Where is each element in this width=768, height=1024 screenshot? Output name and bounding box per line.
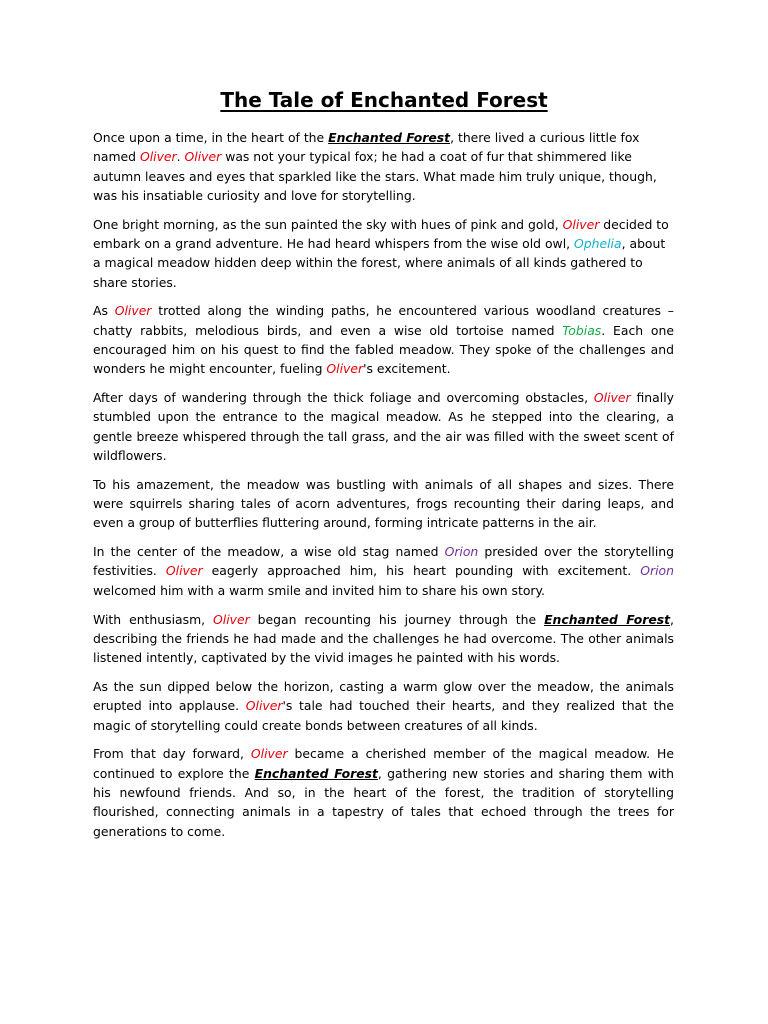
place-name: Enchanted Forest [328, 130, 451, 145]
paragraph-text: , describing the friends he had made and the challenges he had overcome. The other animals listened intently, captivated by the vivid images he painted with his words. [93, 611, 674, 666]
story-paragraph [93, 610, 674, 668]
character-name-oliver: Oliver [114, 303, 152, 319]
paragraph-text: welcomed him with a warm smile and invited him to share his own story. [93, 582, 545, 598]
paragraph-text: To his amazement, the meadow was bustling with animals of all shapes and sizes. There were squirrels sharing tales of acorn adventures, frogs recounting their daring leaps, and even a group of butterflies fluttering around, forming intricate patterns in the air. [93, 476, 674, 531]
paragraph-text: , there lived a curious little fox named [93, 130, 640, 165]
paragraph-text: In the center of the meadow, a wise old stag named [93, 544, 445, 560]
story-paragraph [93, 542, 674, 600]
paragraph-text: became a cherished member of the magical meadow. He continued to explore the [93, 746, 674, 781]
paragraph-text: finally stumbled upon the entrance to the magical meadow. As he stepped into the clearing, a gentle breeze whispered through the tall grass, and the air was filled with the sweet scent of wildflowers. [93, 390, 674, 463]
paragraph-text: From that day forward, [93, 746, 251, 762]
character-name-oliver: Oliver [250, 746, 288, 762]
character-name-oliver: Oliver [184, 149, 222, 165]
paragraph-text: 's excitement. [363, 361, 451, 377]
character-name-oliver: Oliver [139, 149, 177, 165]
paragraph-text: trotted along the winding paths, he encountered various woodland creatures – chatty rabbits, melodious birds, and even a wise old tortoise named [93, 303, 674, 338]
paragraph-text: , about a magical meadow hidden deep within the forest, where animals of all kinds gathered to share stories. [93, 235, 666, 290]
character-name-tobias: Tobias [562, 322, 602, 338]
paragraph-text: As the sun dipped below the horizon, casting a warm glow over the meadow, the animals erupted into applause. [93, 678, 674, 714]
story-paragraph [93, 301, 674, 378]
character-name-oliver: Oliver [593, 390, 631, 406]
story-paragraph [93, 128, 674, 205]
story-paragraph [93, 744, 674, 840]
paragraph-text: With enthusiasm, [93, 611, 214, 627]
story-paragraph [93, 388, 674, 465]
paragraph-text: . [176, 149, 185, 165]
story-paragraph [93, 677, 674, 735]
document-title: The Tale of Enchanted Forest [220, 88, 548, 112]
paragraph-text: 's tale had touched their hearts, and they realized that the magic of storytelling could create bonds between creatures of all kinds. [93, 698, 674, 733]
paragraph-text: eagerly approached him, his heart pounding with excitement. [202, 563, 641, 579]
character-name-oliver: Oliver [245, 698, 283, 714]
character-name-oliver: Oliver [213, 611, 250, 627]
story-paragraph [93, 215, 674, 292]
story-body [93, 128, 674, 850]
character-name-oliver: Oliver [562, 216, 600, 232]
paragraph-text: was not your typical fox; he had a coat of fur that shimmered like autumn leaves and eyes that sparkled like the stars. What made him truly unique, though, was his insatiable curiosity and love for storytelling. [93, 149, 657, 203]
paragraph-text: . Each one encouraged him on his quest to find the fabled meadow. They spoke of the challenges and wonders he might encounter, fueling [93, 322, 674, 377]
paragraph-text: One bright morning, as the sun painted the sky with hues of pink and gold, [93, 216, 563, 232]
character-name-ophelia: Ophelia [574, 235, 622, 251]
character-name-orion: Orion [444, 544, 479, 560]
place-name: Enchanted Forest [544, 611, 671, 627]
character-name-oliver: Oliver [326, 361, 364, 377]
paragraph-text: Once upon a time, in the heart of the [93, 130, 329, 145]
paragraph-text: , gathering new stories and sharing them with his newfound friends. And so, in the heart of the forest, the tradition of storytelling flourished, connecting animals in a tapestry of tales that echoed through the trees for generations to come. [93, 765, 674, 839]
place-name: Enchanted Forest [254, 765, 378, 781]
paragraph-text: decided to embark on a grand adventure. He had heard whispers from the wise old owl, [93, 216, 669, 251]
paragraph-text: presided over the storytelling festivities. [93, 544, 674, 579]
paragraph-text: began recounting his journey through the [249, 611, 545, 627]
paragraph-text: After days of wandering through the thick foliage and overcoming obstacles, [93, 390, 594, 406]
character-name-orion: Orion [640, 563, 674, 579]
paragraph-text: As [93, 303, 115, 319]
story-paragraph [93, 475, 674, 533]
character-name-oliver: Oliver [165, 563, 203, 579]
